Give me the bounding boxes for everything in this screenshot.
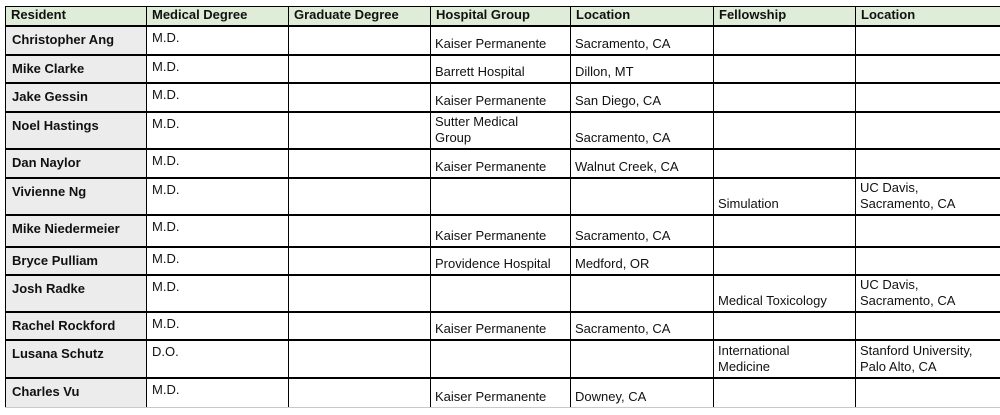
graduate-degree-cell [289,247,431,275]
resident-cell: Noel Hastings [6,112,147,149]
fellowship-location-cell: UC Davis, Sacramento, CA [856,178,1000,215]
medical-degree-cell: M.D. [147,247,289,275]
hospital-group-cell: Providence Hospital [431,247,571,275]
fellowship-cell [714,112,856,149]
hospital-location-cell: Sacramento, CA [571,26,714,55]
residents-table [5,6,1000,408]
fellowship-cell [714,378,856,408]
resident-cell: Lusana Schutz [6,340,147,378]
graduate-degree-cell [289,83,431,112]
hospital-group-cell: Kaiser Permanente [431,215,571,247]
fellowship-location-cell [856,83,1000,112]
graduate-degree-cell [289,378,431,408]
resident-cell: Dan Naylor [6,149,147,178]
hospital-location-cell: Sacramento, CA [571,112,714,149]
medical-degree-cell: M.D. [147,215,289,247]
resident-cell: Charles Vu [6,378,147,408]
fellowship-cell: International Medicine [714,340,856,378]
fellowship-cell: Simulation [714,178,856,215]
fellowship-location-cell [856,247,1000,275]
graduate-degree-cell [289,340,431,378]
hospital-location-cell: Sacramento, CA [571,215,714,247]
graduate-degree-cell [289,55,431,83]
medical-degree-cell: M.D. [147,178,289,215]
fellowship-location-cell [856,378,1000,408]
fellowship-location-cell: Stanford University, Palo Alto, CA [856,340,1000,378]
column-header-medical-degree: Medical Degree [147,7,289,26]
fellowship-location-cell: UC Davis, Sacramento, CA [856,275,1000,312]
fellowship-cell [714,312,856,340]
hospital-group-cell: Kaiser Permanente [431,26,571,55]
medical-degree-cell: D.O. [147,340,289,378]
table-row [6,312,1000,340]
resident-cell: Josh Radke [6,275,147,312]
table-row [6,378,1000,408]
fellowship-location-cell [856,26,1000,55]
fellowship-cell [714,26,856,55]
fellowship-location-cell [856,312,1000,340]
graduate-degree-cell [289,215,431,247]
table-row [6,215,1000,247]
hospital-location-cell: Dillon, MT [571,55,714,83]
hospital-location-cell: Medford, OR [571,247,714,275]
hospital-location-cell [571,340,714,378]
fellowship-cell [714,55,856,83]
fellowship-location-cell [856,55,1000,83]
resident-cell: Vivienne Ng [6,178,147,215]
fellowship-cell: Medical Toxicology [714,275,856,312]
hospital-group-cell: Kaiser Permanente [431,149,571,178]
hospital-group-cell: Barrett Hospital [431,55,571,83]
graduate-degree-cell [289,275,431,312]
table-row [6,178,1000,215]
column-header-graduate-degree: Graduate Degree [289,7,431,26]
medical-degree-cell: M.D. [147,312,289,340]
hospital-location-cell: Walnut Creek, CA [571,149,714,178]
fellowship-location-cell [856,215,1000,247]
table-row [6,275,1000,312]
table-row [6,112,1000,149]
graduate-degree-cell [289,112,431,149]
medical-degree-cell: M.D. [147,26,289,55]
resident-cell: Christopher Ang [6,26,147,55]
column-header-resident: Resident [6,7,147,26]
fellowship-cell [714,247,856,275]
fellowship-cell [714,149,856,178]
hospital-group-cell [431,178,571,215]
table-row [6,26,1000,55]
graduate-degree-cell [289,178,431,215]
medical-degree-cell: M.D. [147,149,289,178]
medical-degree-cell: M.D. [147,83,289,112]
table-row [6,83,1000,112]
hospital-location-cell: Downey, CA [571,378,714,408]
resident-cell: Jake Gessin [6,83,147,112]
column-header-hospital-location: Location [571,7,714,26]
hospital-location-cell [571,178,714,215]
fellowship-location-cell [856,149,1000,178]
table-row [6,149,1000,178]
medical-degree-cell: M.D. [147,378,289,408]
resident-cell: Mike Clarke [6,55,147,83]
resident-cell: Rachel Rockford [6,312,147,340]
column-header-hospital-group: Hospital Group [431,7,571,26]
resident-cell: Bryce Pulliam [6,247,147,275]
table-row [6,340,1000,378]
graduate-degree-cell [289,26,431,55]
hospital-group-cell: Kaiser Permanente [431,312,571,340]
column-header-fellowship: Fellowship [714,7,856,26]
header-row [6,7,1000,26]
hospital-location-cell: San Diego, CA [571,83,714,112]
resident-cell: Mike Niedermeier [6,215,147,247]
medical-degree-cell: M.D. [147,112,289,149]
hospital-group-cell: Kaiser Permanente [431,378,571,408]
hospital-group-cell [431,340,571,378]
hospital-group-cell: Kaiser Permanente [431,83,571,112]
hospital-group-cell: Sutter Medical Group [431,112,571,149]
table-row [6,55,1000,83]
medical-degree-cell: M.D. [147,275,289,312]
table-row [6,247,1000,275]
graduate-degree-cell [289,312,431,340]
medical-degree-cell: M.D. [147,55,289,83]
hospital-group-cell [431,275,571,312]
column-header-fellowship-location: Location [856,7,1000,26]
fellowship-location-cell [856,112,1000,149]
fellowship-cell [714,83,856,112]
graduate-degree-cell [289,149,431,178]
hospital-location-cell: Sacramento, CA [571,312,714,340]
hospital-location-cell [571,275,714,312]
fellowship-cell [714,215,856,247]
